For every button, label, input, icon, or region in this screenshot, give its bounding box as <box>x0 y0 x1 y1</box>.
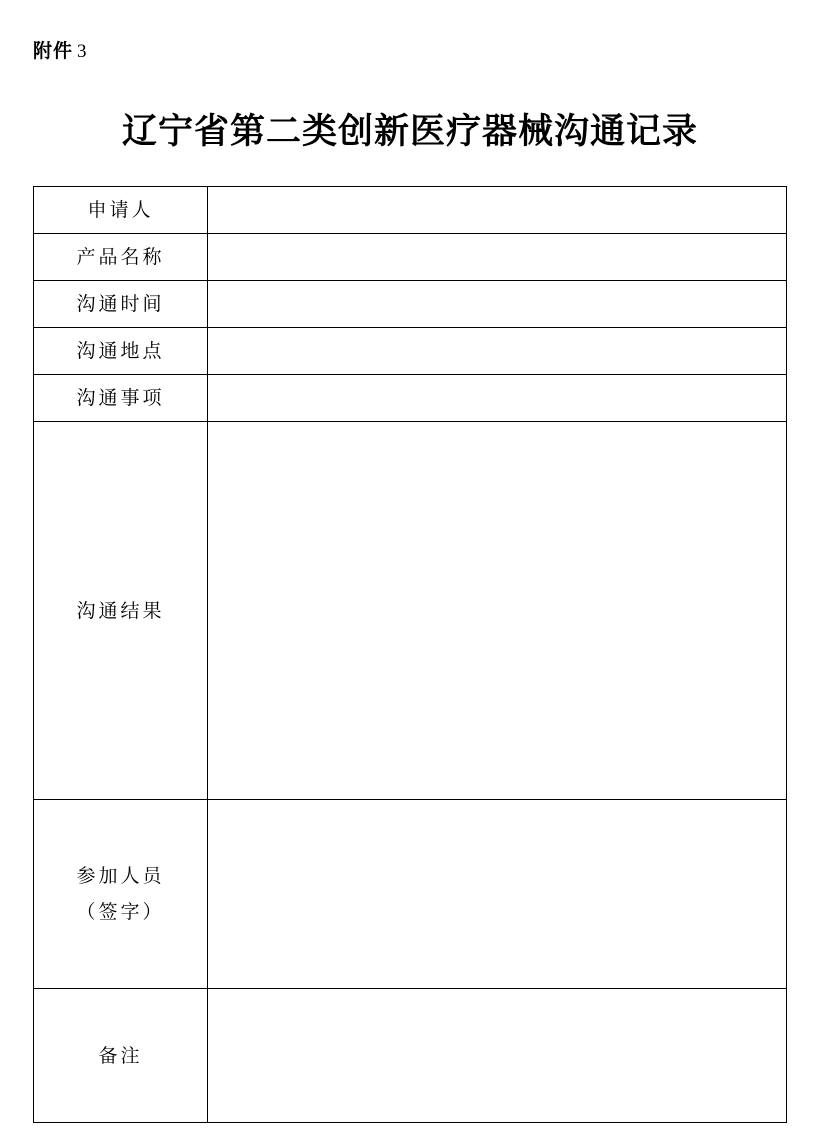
notes-value[interactable] <box>208 989 787 1123</box>
table-row-applicant <box>34 187 787 234</box>
table-row-communication-matters <box>34 375 787 422</box>
communication-location-label: 沟通地点 <box>34 328 208 375</box>
attachment-label <box>33 36 88 63</box>
participants-label-line2: （签字） <box>76 901 165 923</box>
communication-location-value[interactable] <box>208 328 787 375</box>
table-row-product-name <box>34 234 787 281</box>
communication-result-value[interactable] <box>208 422 787 800</box>
applicant-label: 申请人 <box>34 187 208 234</box>
document-title: 辽宁省第二类创新医疗器械沟通记录 <box>121 111 698 152</box>
table-row-participants <box>34 800 787 989</box>
communication-record-table <box>33 186 787 1123</box>
participants-label-line1: 参加人员 <box>76 865 165 887</box>
table-row-communication-time <box>34 281 787 328</box>
communication-time-label: 沟通时间 <box>34 281 208 328</box>
participants-label <box>34 800 208 989</box>
attachment-number: 3 <box>77 41 88 62</box>
table-row-notes <box>34 989 787 1123</box>
participants-value[interactable] <box>208 800 787 989</box>
product-name-label: 产品名称 <box>34 234 208 281</box>
communication-time-value[interactable] <box>208 281 787 328</box>
applicant-value[interactable] <box>208 187 787 234</box>
communication-matters-value[interactable] <box>208 375 787 422</box>
notes-label: 备注 <box>34 989 208 1123</box>
communication-matters-label: 沟通事项 <box>34 375 208 422</box>
product-name-value[interactable] <box>208 234 787 281</box>
table-row-communication-result <box>34 422 787 800</box>
table-row-communication-location <box>34 328 787 375</box>
communication-result-label: 沟通结果 <box>34 422 208 800</box>
attachment-text: 附件 <box>33 40 74 62</box>
